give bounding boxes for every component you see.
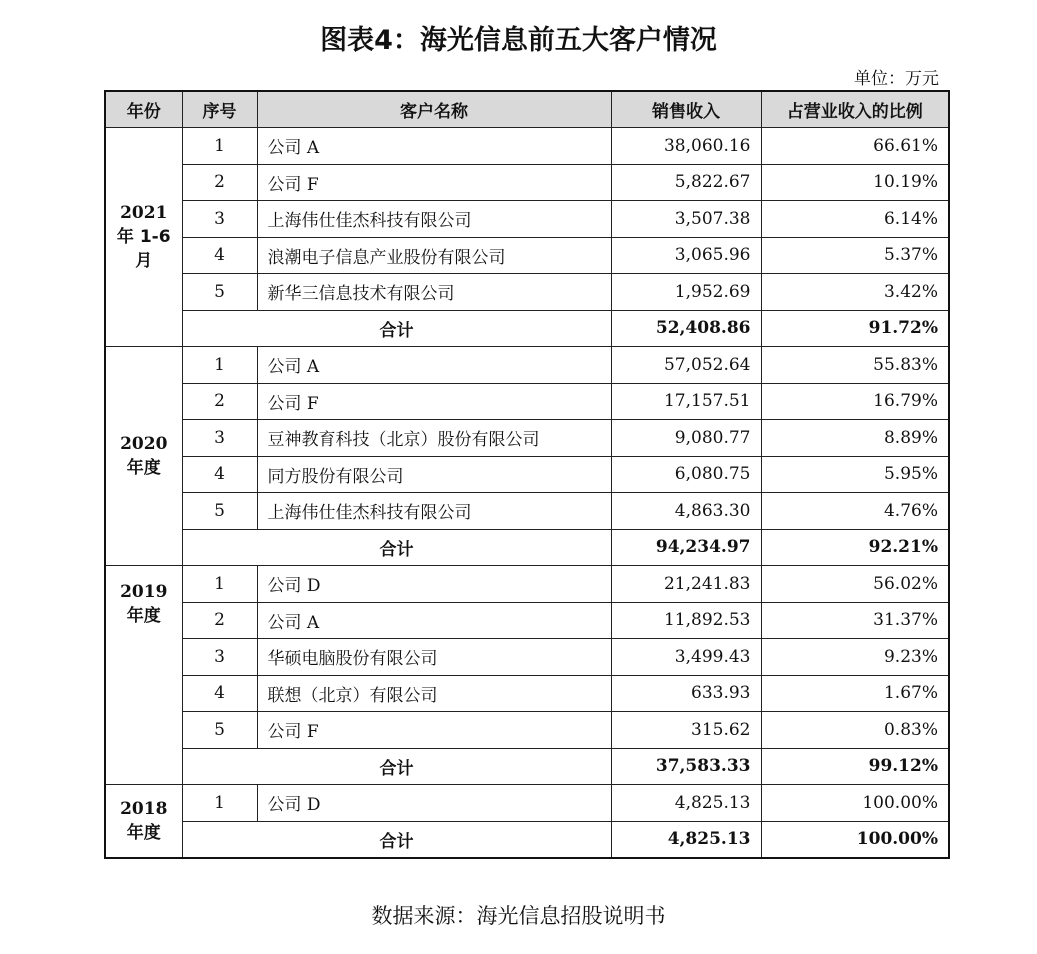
- table-row: [105, 639, 949, 676]
- table-row: [105, 237, 949, 274]
- table-row: [105, 602, 949, 639]
- total-revenue: 37,583.33: [611, 748, 761, 785]
- revenue-cell: 6,080.75: [611, 456, 761, 493]
- table-row: [105, 347, 949, 384]
- table-row: [105, 420, 949, 457]
- row-no: 1: [182, 566, 257, 603]
- total-revenue: 52,408.86: [611, 310, 761, 347]
- header-revenue: 销售收入: [611, 91, 761, 128]
- year-text: 2019: [120, 582, 168, 602]
- total-ratio: 92.21%: [761, 529, 949, 566]
- ratio-cell: 31.37%: [761, 602, 949, 639]
- ratio-cell: 0.83%: [761, 712, 949, 749]
- row-no: 4: [182, 237, 257, 274]
- year-cell: [105, 785, 182, 858]
- total-label: 合计: [182, 529, 611, 566]
- customer-name: 公司 F: [257, 383, 611, 420]
- total-ratio: 100.00%: [761, 821, 949, 858]
- customer-name: 公司 A: [257, 347, 611, 384]
- revenue-cell: 3,507.38: [611, 201, 761, 238]
- ratio-cell: 5.95%: [761, 456, 949, 493]
- revenue-cell: 4,825.13: [611, 785, 761, 822]
- customer-name: 同方股份有限公司: [257, 456, 611, 493]
- year-cell: [105, 347, 182, 566]
- table-row: [105, 164, 949, 201]
- total-label: 合计: [182, 748, 611, 785]
- table-row: [105, 456, 949, 493]
- ratio-cell: 8.89%: [761, 420, 949, 457]
- total-revenue: 94,234.97: [611, 529, 761, 566]
- revenue-cell: 57,052.64: [611, 347, 761, 384]
- revenue-cell: 315.62: [611, 712, 761, 749]
- total-row: [105, 821, 949, 858]
- revenue-cell: 3,065.96: [611, 237, 761, 274]
- table-row: [105, 566, 949, 603]
- total-ratio: 91.72%: [761, 310, 949, 347]
- year-text: 年度: [126, 458, 161, 478]
- unit-label: 单位：万元: [854, 69, 939, 89]
- total-ratio: 99.12%: [761, 748, 949, 785]
- year-text: 年度: [126, 606, 161, 626]
- revenue-cell: 9,080.77: [611, 420, 761, 457]
- revenue-cell: 1,952.69: [611, 274, 761, 311]
- ratio-cell: 4.76%: [761, 493, 949, 530]
- year-text: 年 1-6: [116, 227, 171, 247]
- table-row: [105, 201, 949, 238]
- year-cell: [105, 128, 182, 347]
- row-no: 1: [182, 347, 257, 384]
- row-no: 5: [182, 274, 257, 311]
- customer-name: 上海伟仕佳杰科技有限公司: [257, 493, 611, 530]
- total-label: 合计: [182, 821, 611, 858]
- ratio-cell: 66.61%: [761, 128, 949, 165]
- total-row: [105, 748, 949, 785]
- total-row: [105, 310, 949, 347]
- revenue-cell: 3,499.43: [611, 639, 761, 676]
- row-no: 3: [182, 420, 257, 457]
- row-no: 3: [182, 201, 257, 238]
- customer-name: 公司 F: [257, 164, 611, 201]
- row-no: 2: [182, 602, 257, 639]
- total-row: [105, 529, 949, 566]
- ratio-cell: 10.19%: [761, 164, 949, 201]
- revenue-cell: 5,822.67: [611, 164, 761, 201]
- year-text: 2021: [120, 203, 168, 223]
- table-row: [105, 493, 949, 530]
- customer-name: 上海伟仕佳杰科技有限公司: [257, 201, 611, 238]
- table-row: [105, 675, 949, 712]
- row-no: 2: [182, 383, 257, 420]
- total-revenue: 4,825.13: [611, 821, 761, 858]
- row-no: 2: [182, 164, 257, 201]
- customer-name: 浪潮电子信息产业股份有限公司: [257, 237, 611, 274]
- customer-name: 公司 F: [257, 712, 611, 749]
- revenue-cell: 17,157.51: [611, 383, 761, 420]
- header-no: 序号: [182, 91, 257, 128]
- customer-name: 豆神教育科技（北京）股份有限公司: [257, 420, 611, 457]
- header-customer: 客户名称: [257, 91, 611, 128]
- revenue-cell: 4,863.30: [611, 493, 761, 530]
- data-source: 数据来源：海光信息招股说明书: [371, 904, 666, 928]
- row-no: 3: [182, 639, 257, 676]
- year-text: 年度: [126, 822, 161, 843]
- row-no: 5: [182, 493, 257, 530]
- row-no: 4: [182, 456, 257, 493]
- customer-name: 公司 A: [257, 602, 611, 639]
- header-year: 年份: [105, 91, 182, 128]
- ratio-cell: 16.79%: [761, 383, 949, 420]
- customer-name: 公司 D: [257, 785, 611, 822]
- row-no: 4: [182, 675, 257, 712]
- table-header-row: [105, 91, 949, 128]
- ratio-cell: 9.23%: [761, 639, 949, 676]
- header-ratio: 占营业收入的比例: [761, 91, 949, 128]
- year-text: 2018: [120, 798, 168, 819]
- table-row: [105, 785, 949, 822]
- table-row: [105, 274, 949, 311]
- year-text: 月: [135, 251, 153, 271]
- customer-name: 公司 A: [257, 128, 611, 165]
- customer-name: 华硕电脑股份有限公司: [257, 639, 611, 676]
- row-no: 5: [182, 712, 257, 749]
- ratio-cell: 100.00%: [761, 785, 949, 822]
- ratio-cell: 1.67%: [761, 675, 949, 712]
- revenue-cell: 38,060.16: [611, 128, 761, 165]
- total-label: 合计: [182, 310, 611, 347]
- customer-table: [104, 90, 950, 859]
- ratio-cell: 56.02%: [761, 566, 949, 603]
- ratio-cell: 5.37%: [761, 237, 949, 274]
- year-cell: [105, 566, 182, 785]
- row-no: 1: [182, 128, 257, 165]
- revenue-cell: 633.93: [611, 675, 761, 712]
- page-title: 图表4：海光信息前五大客户情况: [320, 25, 717, 56]
- ratio-cell: 55.83%: [761, 347, 949, 384]
- table-row: [105, 712, 949, 749]
- ratio-cell: 6.14%: [761, 201, 949, 238]
- customer-name: 公司 D: [257, 566, 611, 603]
- row-no: 1: [182, 785, 257, 822]
- revenue-cell: 11,892.53: [611, 602, 761, 639]
- customer-name: 新华三信息技术有限公司: [257, 274, 611, 311]
- customer-name: 联想（北京）有限公司: [257, 675, 611, 712]
- table-row: [105, 128, 949, 165]
- year-text: 2020: [120, 434, 168, 454]
- revenue-cell: 21,241.83: [611, 566, 761, 603]
- table-row: [105, 383, 949, 420]
- ratio-cell: 3.42%: [761, 274, 949, 311]
